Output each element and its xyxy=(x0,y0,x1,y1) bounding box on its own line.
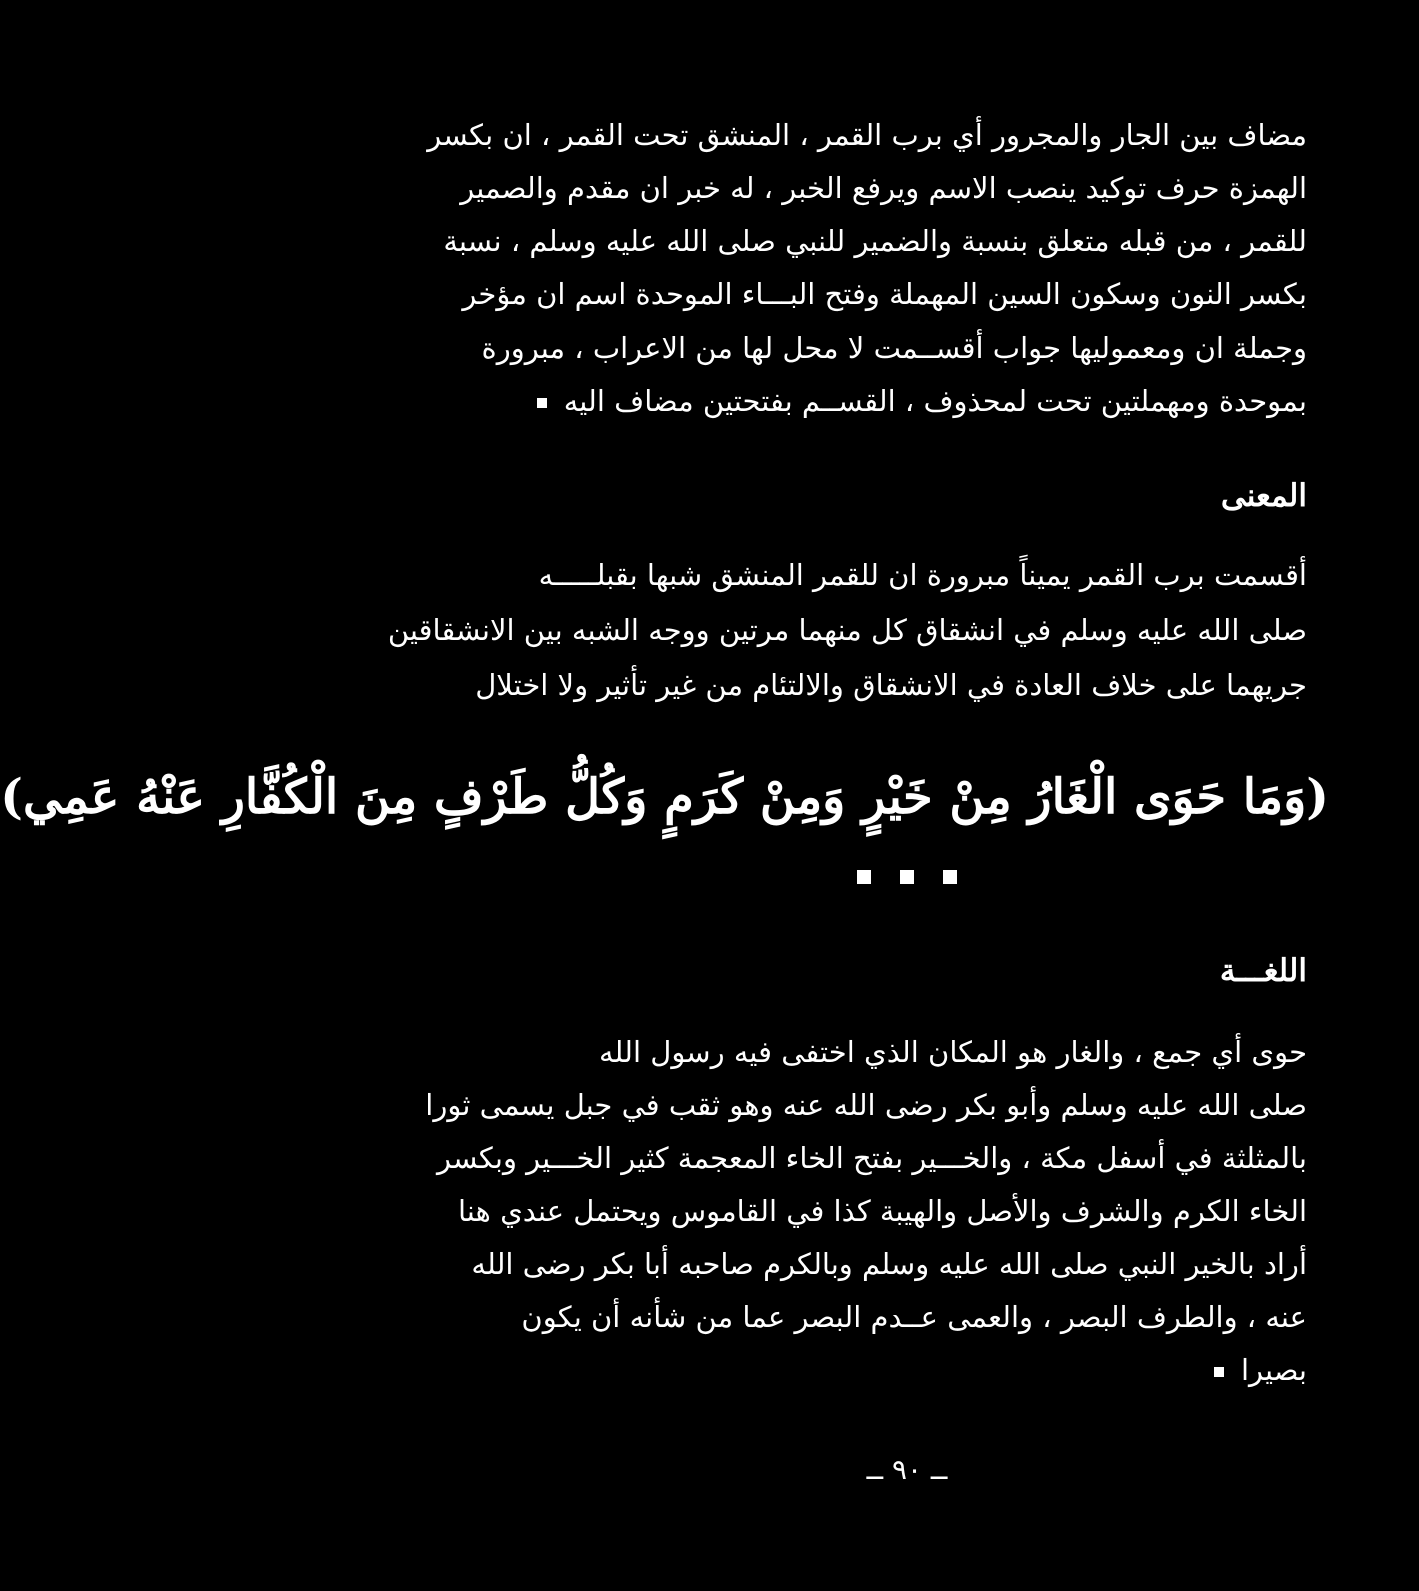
text-line: جريهما على خلاف العادة في الانشقاق والالتئام من غير تأثير ولا اختلال xyxy=(475,668,1307,702)
page-number: ــ ٩٠ ــ xyxy=(866,1453,948,1486)
text-line: بكسر النون وسكون السين المهملة وفتح البـــاء الموحدة اسم ان مؤخر xyxy=(462,277,1307,311)
text-line: وجملة ان ومعموليها جواب أقســمت لا محل لها من الاعراب ، مبرورة xyxy=(481,331,1307,365)
text-line: للقمر ، من قبله متعلق بنسبة والضمير للنبي صلى الله عليه وسلم ، نسبة xyxy=(443,224,1307,258)
section-separator xyxy=(857,867,957,887)
text-line: صلى الله عليه وسلم وأبو بكر رضى الله عنه وهو ثقب في جبل يسمى ثورا xyxy=(425,1088,1307,1122)
text-line-content: بموحدة ومهملتين تحت لمحذوف ، القســم بفتحتين مضاف اليه xyxy=(563,384,1307,418)
text-line-content: بصيرا xyxy=(1240,1353,1307,1387)
meaning-heading: المعنى xyxy=(1220,478,1307,514)
verse-line: (وَمَا حَوَى الْغَارُ مِنْ خَيْرٍ وَمِنْ كَرَمٍ وَكُلُّ طَرْفٍ مِنَ الْكُفَّارِ عَنْهُ عَمِي) xyxy=(0,769,1329,825)
separator-square xyxy=(943,870,957,884)
text-line: الخاء الكرم والشرف والأصل والهيبة كذا في القاموس ويحتمل عندي هنا xyxy=(457,1194,1307,1228)
text-line: عنه ، والطرف البصر ، والعمى عــدم البصر عما من شأنه أن يكون xyxy=(521,1300,1307,1334)
end-bullet xyxy=(537,398,547,408)
text-line: مضاف بين الجار والمجرور أي برب القمر ، المنشق تحت القمر ، ان بكسر xyxy=(427,118,1307,152)
text-line: أقسمت برب القمر يميناً مبرورة ان للقمر المنشق شبها بقبلـــــه xyxy=(538,558,1307,592)
text-line: بالمثلثة في أسفل مكة ، والخـــير بفتح الخاء المعجمة كثير الخـــير وبكسر xyxy=(437,1141,1307,1175)
end-bullet xyxy=(1214,1367,1224,1377)
text-line xyxy=(497,373,1307,429)
text-line xyxy=(497,1342,1307,1398)
separator-square xyxy=(857,870,871,884)
language-heading: اللغـــة xyxy=(1219,953,1307,989)
text-line: صلى الله عليه وسلم في انشقاق كل منهما مرتين ووجه الشبه بين الانشقاقين xyxy=(387,613,1307,647)
text-line: أراد بالخير النبي صلى الله عليه وسلم وبالكرم صاحبه أبا بكر رضى الله xyxy=(471,1247,1307,1281)
separator-square xyxy=(900,870,914,884)
text-line: الهمزة حرف توكيد ينصب الاسم ويرفع الخبر ، له خبر ان مقدم والصمير xyxy=(460,171,1307,205)
text-line: حوى أي جمع ، والغار هو المكان الذي اختفى فيه رسول الله xyxy=(598,1035,1307,1069)
